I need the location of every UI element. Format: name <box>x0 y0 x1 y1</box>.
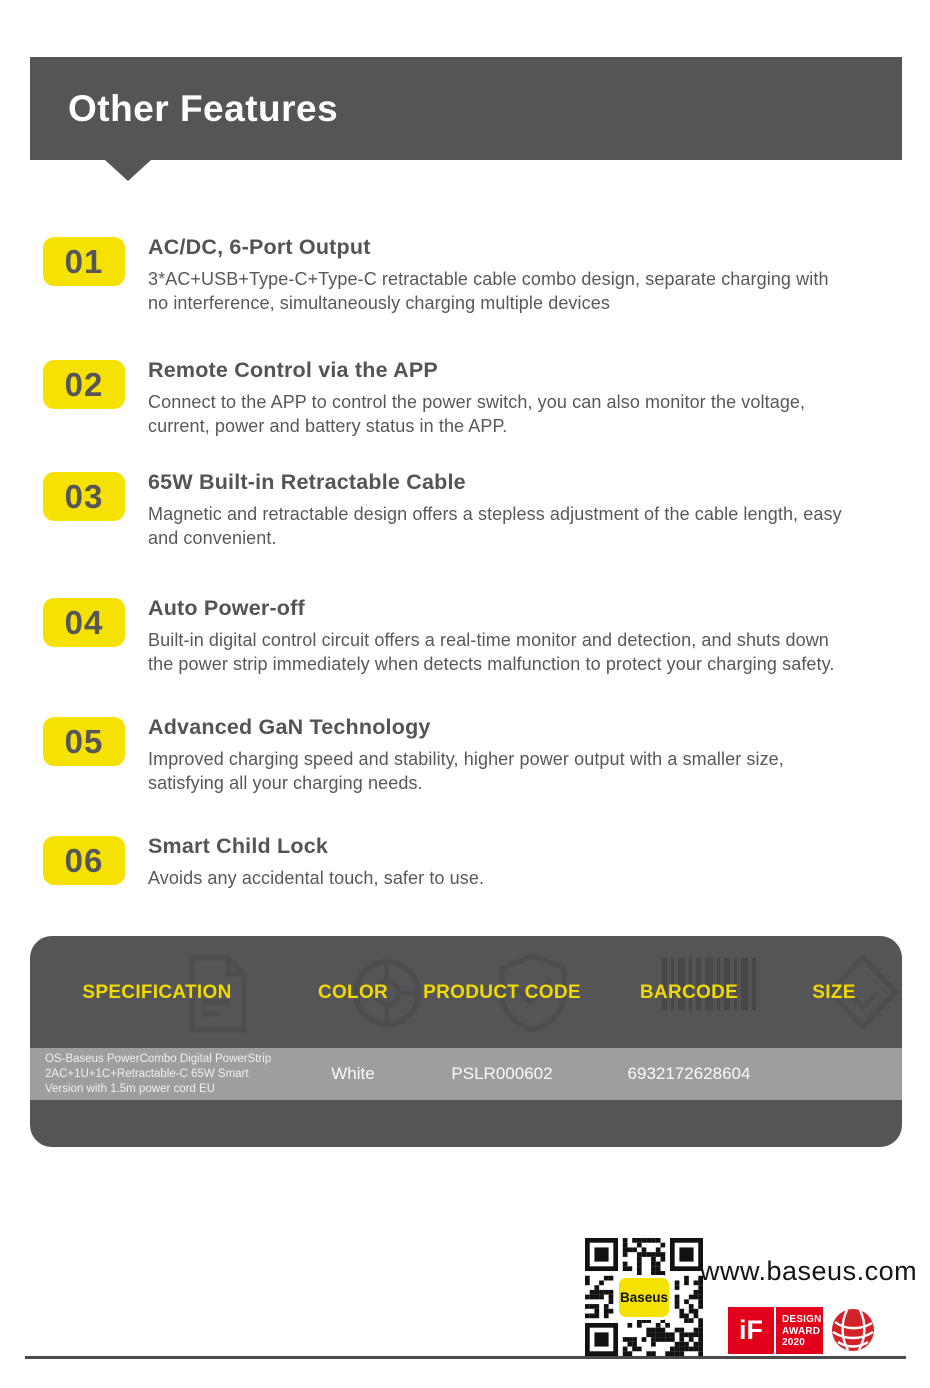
feature-title: Advanced GaN Technology <box>148 715 431 739</box>
column-header-size: SIZE <box>812 982 856 1003</box>
feature-description: Magnetic and retractable design offers a stepless adjustment of the cable length, easy and convenient. <box>148 504 842 548</box>
footer-divider <box>25 1356 906 1359</box>
specification-table <box>30 936 902 1147</box>
feature-description: Connect to the APP to control the power switch, you can also monitor the voltage, current, power and battery status in the APP. <box>148 392 806 436</box>
column-header-product-code: PRODUCT CODE <box>423 982 581 1003</box>
if-design-award-label: DESIGN AWARD 2020 <box>776 1307 823 1354</box>
if-design-award-logo: iF <box>728 1307 774 1354</box>
column-header-barcode: BARCODE <box>639 982 739 1003</box>
cell-barcode: 6932172628604 <box>627 1064 751 1083</box>
feature-item-6 <box>43 834 873 890</box>
feature-description: 3*AC+USB+Type-C+Type-C retractable cable combo design, separate charging with no interference, simultaneously charging multiple devices <box>148 269 829 313</box>
feature-title: Auto Power-off <box>148 596 305 620</box>
qr-code <box>585 1238 703 1356</box>
feature-title: 65W Built-in Retractable Cable <box>148 470 466 494</box>
feature-description: Improved charging speed and stability, higher power output with a smaller size, satisfying all your charging needs. <box>148 749 784 793</box>
feature-description: Built-in digital control circuit offers a real-time monitor and detection, and shuts down the power strip immediately when detects malfunction to protect your charging safety. <box>148 630 835 674</box>
page-title: Other Features <box>68 87 339 129</box>
header-banner <box>30 57 902 160</box>
cell-specification: OS-Baseus PowerCombo Digital PowerStrip 2AC+1U+1C+Retractable-C 65W Smart Version with 1.5m power cord EU <box>45 1053 272 1095</box>
column-header-color: COLOR <box>317 982 389 1003</box>
feature-title: Remote Control via the APP <box>148 358 438 382</box>
banner-pointer <box>105 160 151 181</box>
feature-item-1 <box>43 235 873 315</box>
feature-title: Smart Child Lock <box>148 834 329 858</box>
feature-number-badge: 01 <box>43 237 125 286</box>
feature-number-badge: 06 <box>43 836 125 885</box>
feature-number-badge: 03 <box>43 472 125 521</box>
feature-title: AC/DC, 6-Port Output <box>148 235 371 259</box>
feature-item-2 <box>43 358 873 438</box>
column-header-specification: SPECIFICATION <box>82 982 232 1003</box>
feature-item-5 <box>43 715 873 795</box>
reddot-award-icon <box>831 1308 875 1352</box>
cell-product-code: PSLR000602 <box>451 1064 553 1083</box>
feature-item-3 <box>43 470 873 550</box>
feature-number-badge: 04 <box>43 598 125 647</box>
feature-number-badge: 02 <box>43 360 125 409</box>
website-url[interactable]: www.baseus.com <box>700 1256 918 1286</box>
baseus-logo: Baseus <box>616 1275 672 1320</box>
spec-table-header-row <box>30 982 902 1012</box>
feature-number-badge: 05 <box>43 717 125 766</box>
table-row <box>30 1048 902 1100</box>
feature-item-4 <box>43 596 873 676</box>
feature-description: Avoids any accidental touch, safer to use. <box>148 868 485 888</box>
cell-color: White <box>331 1064 375 1083</box>
